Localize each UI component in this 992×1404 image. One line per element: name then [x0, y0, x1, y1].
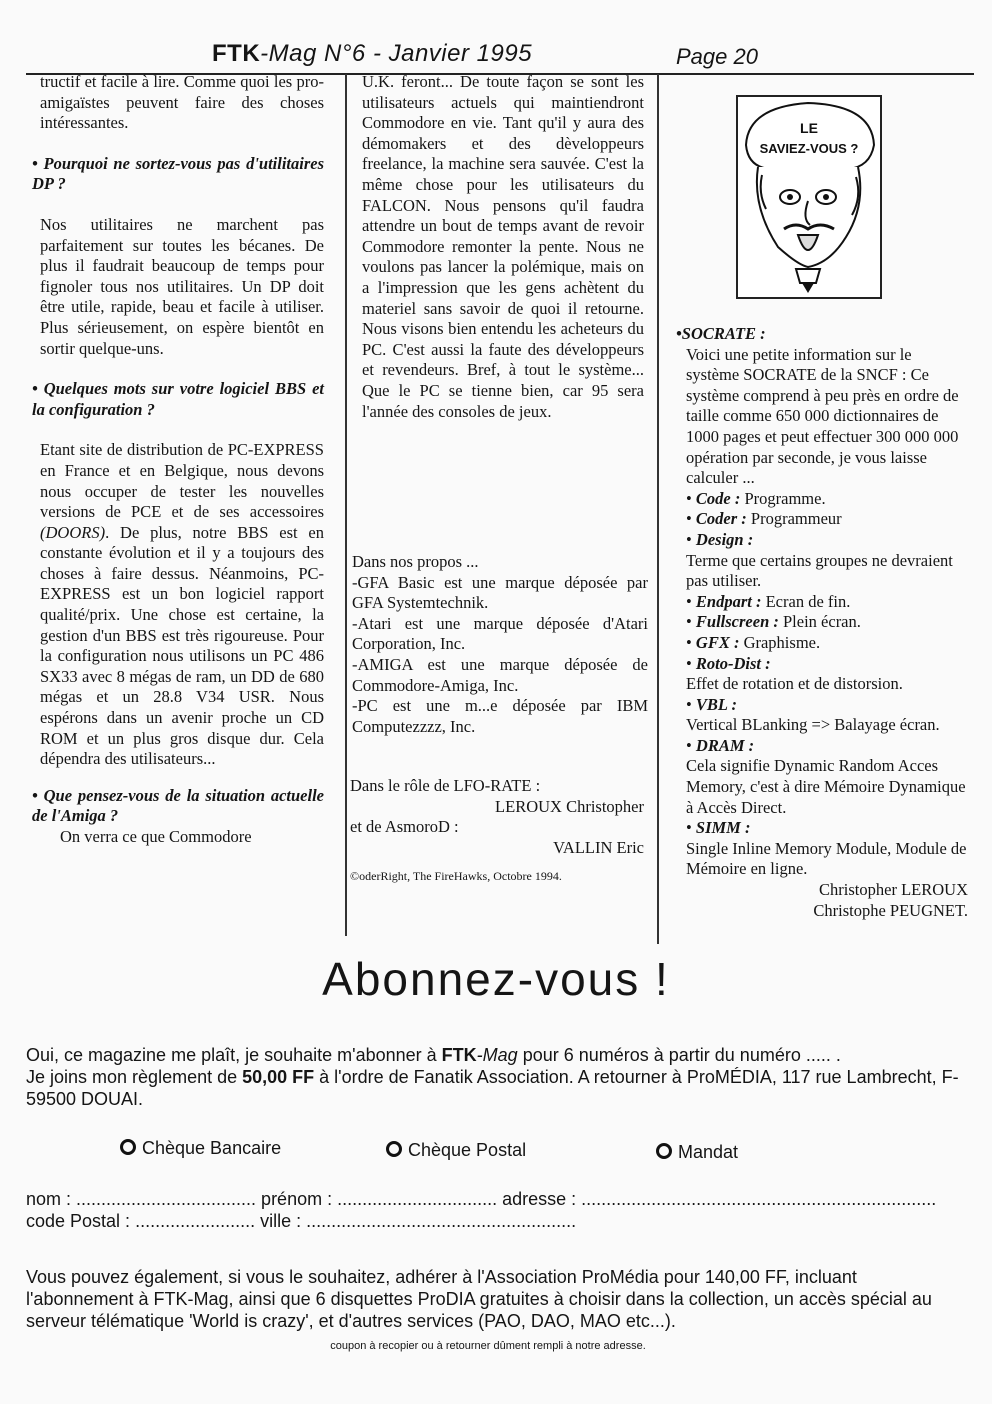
credits-role: Dans le rôle de LFO-RATE : — [350, 776, 541, 795]
option-bullet-icon — [386, 1141, 402, 1157]
credits-block — [350, 776, 644, 887]
magazine-name: FTK — [212, 40, 261, 67]
term-design-def: Terme que certains groupes ne devraient pas utiliser. — [686, 550, 953, 591]
caricature-illustration — [738, 97, 880, 297]
answer-bbs: Etant site de distribution de PC-EXPRESS en France et en Belgique, nous devons nous occuper de tester les nouvelles versions de PCE et de ses accessoires (DOORS). De plus, notre BBS est en constante évolution et il y a toujours des choses à faire dessus. Néanmoins, PC-EXPRESS est un bon logiciel rapport qualité/prix. Une chose est certaine, la gestion d'un BBS est très rigoureuse. Pour la configuration nous utilisons un PC 486 SX33 avec 8 mégas de ram, un DD de 680 mégas et un 28.8 V34 USR. Nous espérons dans un avenir proche un CD ROM et un plus gros disque dur. Cela dépendra des utilisateurs... — [40, 440, 324, 769]
trademark-atari: -Atari est une marque déposée d'Atari Corporation, Inc. — [352, 613, 648, 654]
subscribe-heading: Abonnez-vous ! — [322, 953, 670, 1005]
term-code: • Code : Programme. — [686, 488, 826, 508]
option-mandat[interactable]: Mandat — [656, 1142, 738, 1163]
option-cheque-bancaire[interactable]: Chèque Bancaire — [120, 1138, 281, 1159]
subscribe-line-2: Je joins mon règlement de 50,00 FF à l'ordre de Fanatik Association. A retourner à ProMÉDIA, 117 rue Lambrecht, F-59500 DOUAI. — [26, 1067, 959, 1109]
trademark-amiga: -AMIGA est une marque déposée de Commodore-Amiga, Inc. — [352, 654, 648, 695]
magazine-issue-title — [212, 40, 532, 68]
question-bbs: • Quelques mots sur votre logiciel BBS et la configuration ? — [32, 379, 324, 419]
page-header — [0, 38, 992, 74]
term-endpart: • Endpart : Ecran de fin. — [686, 591, 851, 611]
trademark-pc: -PC est une m...e déposée par IBM Computezzzz, Inc. — [352, 696, 648, 736]
issue-info: -Mag N°6 - Janvier 1995 — [260, 40, 533, 67]
intro-paragraph: tructif et facile à lire. Comme quoi les pro-amigaïstes peuvent faire des choses intéressantes. — [40, 72, 324, 133]
subscribe-line-1: Oui, ce magazine me plaît, je souhaite m'abonner à FTK-Mag pour 6 numéros à partir du numéro ..... . — [26, 1045, 841, 1065]
term-rotodist-def: Effet de rotation et de distorsion. — [686, 674, 903, 694]
coupon-footnote: coupon à recopier ou à retourner dûment rempli à notre adresse. — [330, 1340, 646, 1352]
trademarks-block — [352, 552, 648, 737]
amiga-continuation: U.K. feront... De toute façon se sont les utilisateurs actuels qui maintiendront Commodore en vie. Tant qu'il y aura des démomakers et des dèveloppeurs freelance, la machine sera sauvée. C'est la même chose pour les utilisateurs du FALCON. Nous pensons qu'il faudra attendre un bout de temps avant de revoir Commodore remonter la pente. Nous ne voulons pas lancer la polémique, mais on a l'impression que les gens achètent du materiel sans savoir de quoi il retourne. Nous visons bien entendu les acheteurs du PC. C'est aussi la faute des développeurs et revendeurs. Bref, à tout le système... Que le PC se tienne bien, car 95 sera l'année des consoles de jeux. — [362, 72, 644, 421]
option-bullet-icon — [120, 1139, 136, 1155]
term-rotodist: • Roto-Dist : — [686, 653, 771, 673]
socrate-title: •SOCRATE : — [676, 324, 766, 343]
signature-2: Christophe PEUGNET. — [813, 900, 968, 920]
term-simm-def: Single Inline Memory Module, Module de Mémoire en ligne. — [686, 838, 967, 879]
term-simm: • SIMM : — [686, 818, 751, 838]
copyright-note: ©oderRight, The FireHawks, Octobre 1994. — [350, 869, 562, 884]
credits-and: et de AsmoroD : — [350, 817, 459, 837]
signature-1: Christopher LEROUX — [819, 880, 968, 900]
logo-text-saviez: SAVIEZ-VOUS ? — [759, 141, 859, 156]
question-amiga: • Que pensez-vous de la situation actuelle de l'Amiga ? — [32, 785, 324, 826]
answer-amiga-start: On verra ce que Commodore — [60, 827, 252, 846]
column-2 — [362, 72, 644, 422]
term-coder: • Coder : Programmeur — [686, 509, 842, 529]
term-vbl-def: Vertical BLanking => Balayage écran. — [686, 715, 940, 735]
credits-name-1: LEROUX Christopher — [495, 796, 644, 816]
question-dp-utilities: • Pourquoi ne sortez-vous pas d'utilitaires DP ? — [32, 153, 324, 194]
promedia-paragraph: Vous pouvez également, si vous le souhaitez, adhérer à l'Association ProMédia pour 140,00 FF, incluant l'abonnement à FTK-Mag, ainsi que 6 disquettes ProDIA gratuites à choisir dans la collection, un accès spécial au serveur télématique 'World is crazy', et d'autres services (PAO, DAO, MAO etc...). — [26, 1267, 932, 1331]
option-bullet-icon — [656, 1143, 672, 1159]
field-code-postal-ville[interactable]: code Postal : ........................ ville : ...................................................... — [26, 1211, 577, 1231]
le-saviez-vous-logo — [736, 95, 882, 299]
address-fields[interactable] — [26, 1188, 976, 1232]
column-3 — [676, 324, 968, 921]
credits-name-2: VALLIN Eric — [553, 837, 644, 857]
trademark-gfa: -GFA Basic est une marque déposée par GFA Systemtechnik. — [352, 572, 648, 613]
glossary — [676, 489, 968, 880]
option-cheque-postal[interactable]: Chèque Postal — [386, 1140, 526, 1161]
column-1 — [32, 72, 324, 848]
page-number: Page 20 — [676, 44, 758, 69]
answer-dp-utilities: Nos utilitaires ne marchent pas parfaitement sur toutes les bécanes. De plus il faudrait beaucoup de temps pour fignoler tous nos utilitaires. Un DP doit être utile, rapide, beau et facile à utiliser. Plus sérieusement, on espère bientôt en sortir quelque-uns. — [40, 214, 324, 358]
term-dram: • DRAM : — [686, 735, 755, 755]
term-vbl: • VBL : — [686, 694, 738, 714]
socrate-text: Voici une petite information sur le système SOCRATE de la SNCF : Ce système comprend à peu près en ordre de taille comme 650 000 dictionnaires de 1000 pages et peut effectuer 300 000 000 opération par seconde, je vous laisse calculer ... — [686, 344, 959, 488]
trademarks-title: Dans nos propos ... — [352, 552, 479, 571]
term-gfx: • GFX : Graphisme. — [686, 632, 821, 652]
column-divider-2 — [657, 74, 659, 944]
term-fullscreen: • Fullscreen : Plein écran. — [686, 612, 861, 632]
logo-text-le: LE — [800, 120, 818, 136]
term-dram-def: Cela signifie Dynamic Random Acces Memory, c'est à dire Mémoire Dynamique à Accès Direct. — [686, 756, 966, 817]
column-divider-1 — [345, 74, 347, 936]
field-nom-prenom-adresse[interactable]: nom : .................................... prénom : ................................ adresse : ....................................................................... — [26, 1189, 937, 1209]
term-design: • Design : — [686, 529, 754, 549]
subscribe-text — [26, 1044, 971, 1110]
